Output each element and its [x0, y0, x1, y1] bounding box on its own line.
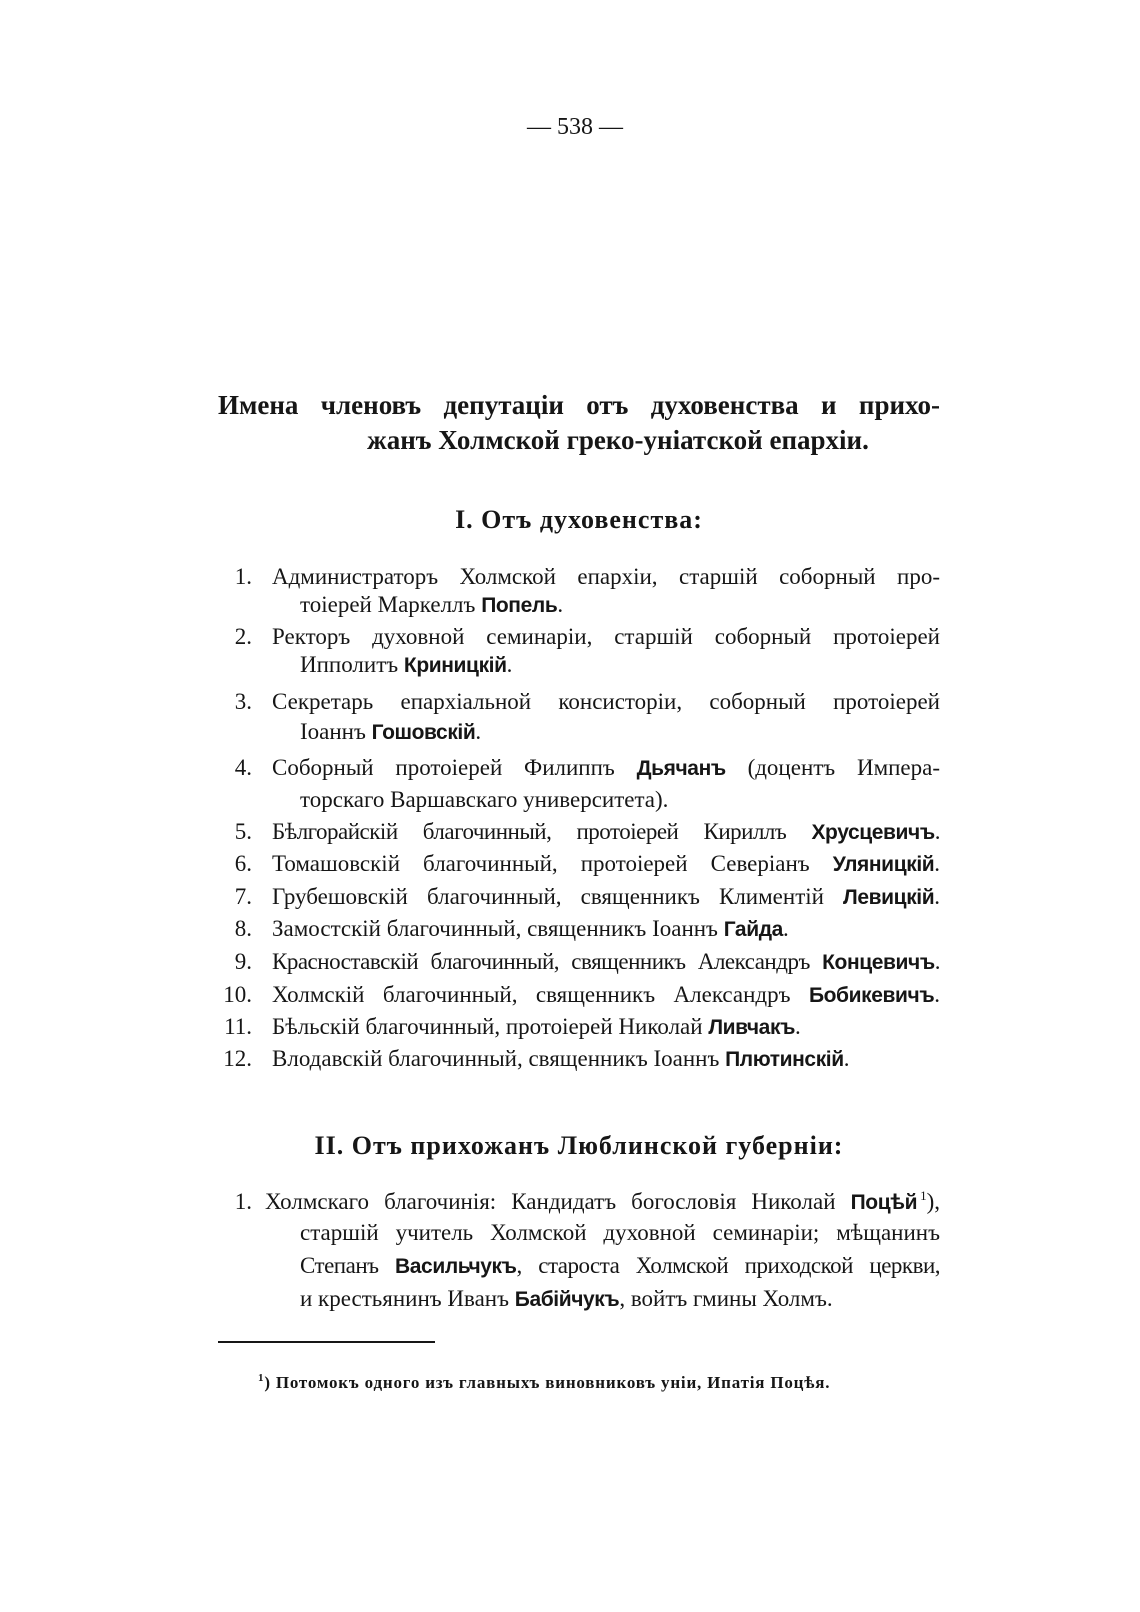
- person-name: Дьячанъ: [636, 757, 726, 780]
- person-name: Уляницкій: [832, 853, 935, 876]
- item-number: 1.: [234, 1189, 252, 1214]
- item-text: Іоаннъ: [300, 719, 366, 744]
- item-5-line: [272, 817, 940, 848]
- person-name: Попель: [481, 594, 558, 617]
- person-name: Гошовскій: [371, 721, 476, 744]
- item-number: 12.: [223, 1046, 252, 1071]
- person-name: Бобикевичъ: [808, 984, 935, 1007]
- footnote-mark: 1: [258, 1372, 265, 1384]
- page-number: — 538 —: [527, 114, 623, 140]
- parish-item-line-2: старшій учитель Холмской духовной семинаріи; мѣщанинъ: [300, 1220, 940, 1245]
- item-punct: .: [934, 884, 940, 909]
- item-punct: .: [782, 916, 789, 941]
- item-text: Холмскій благочинный, священникъ Александръ: [272, 982, 791, 1007]
- parish-item-line-1: [265, 1187, 940, 1218]
- item-punct: .: [934, 851, 941, 876]
- item-12-line: [272, 1044, 850, 1075]
- item-text: Красноставскій благочинный, священникъ Александръ: [272, 949, 810, 974]
- item-text: Грубешовскій благочинный, священникъ Климентій: [272, 884, 824, 909]
- item-text: Соборный протоіерей Филиппъ: [272, 755, 615, 780]
- item-1-line-2: [300, 590, 563, 621]
- item-number: 7.: [234, 884, 252, 909]
- item-number: 6.: [234, 851, 252, 876]
- person-name: Бабійчукъ: [514, 1288, 620, 1311]
- item-punct: .: [843, 1046, 850, 1071]
- item-2-line-1: Ректоръ духовной семинаріи, старшій соборный протоіерей: [272, 624, 940, 649]
- item-text: , староста Холмской приходской церкви,: [516, 1253, 941, 1278]
- item-10-line: [272, 980, 940, 1011]
- item-3-line-2: [300, 717, 481, 748]
- item-11-line: [272, 1012, 801, 1043]
- item-text: Бѣлгорайскій благочинный, протоіерей Кириллъ: [272, 819, 787, 844]
- parish-item-line-4: [300, 1284, 833, 1315]
- item-number: 2.: [234, 624, 252, 649]
- footnote: [258, 1370, 830, 1396]
- item-7-line: [272, 882, 940, 913]
- item-number: 5.: [234, 819, 252, 844]
- item-text: Холмскаго благочинія: Кандидатъ богословія Николай: [265, 1189, 836, 1214]
- item-text: Замостскій благочинный, священникъ Іоаннъ: [272, 916, 718, 941]
- item-text: (доцентъ Импера-: [747, 755, 941, 780]
- footnote-text: ) Потомокъ одного изъ главныхъ виновниковъ уніи, Ипатія Поцѣя.: [264, 1373, 831, 1392]
- item-number: 1.: [234, 564, 252, 589]
- footnote-reference: 1: [920, 1188, 927, 1203]
- person-name: Криницкій: [403, 654, 507, 677]
- person-name: Концевичъ: [822, 951, 935, 974]
- item-4-line-1: [272, 753, 940, 784]
- item-punct: .: [934, 819, 940, 844]
- person-name: Плютинскій: [725, 1048, 844, 1071]
- item-text: , войтъ гмины Холмъ.: [619, 1286, 833, 1311]
- item-number: 9.: [234, 949, 252, 974]
- title-line-1: Имена членовъ депутаціи отъ духовенства и прихо-: [218, 390, 940, 420]
- person-name: Васильчукъ: [395, 1255, 517, 1278]
- item-9-line: [272, 947, 940, 978]
- item-number: 10.: [223, 982, 252, 1007]
- parish-item-line-3: [300, 1251, 940, 1282]
- item-6-line: [272, 849, 940, 880]
- item-text: Томашовскій благочинный, протоіерей Северіанъ: [272, 851, 810, 876]
- item-punct: ),: [926, 1189, 940, 1214]
- item-punct: .: [475, 719, 482, 744]
- title-line-2: жанъ Холмской греко-уніатской епархіи.: [367, 425, 869, 455]
- item-punct: .: [557, 592, 564, 617]
- item-punct: .: [506, 652, 513, 677]
- item-punct: .: [794, 1014, 801, 1039]
- person-name: Ливчакъ: [708, 1016, 795, 1039]
- item-text: и крестьянинъ Иванъ: [300, 1286, 509, 1311]
- item-text: Ипполитъ: [300, 652, 399, 677]
- item-text: Степанъ: [300, 1253, 379, 1278]
- person-name: Хрусцевичъ: [811, 821, 935, 844]
- item-8-line: [272, 914, 789, 945]
- item-punct: .: [934, 949, 940, 974]
- item-number: 3.: [234, 689, 252, 714]
- item-text: Бѣльскій благочинный, протоіерей Николай: [272, 1014, 703, 1039]
- section-1-heading: I. Отъ духовенства:: [455, 505, 703, 534]
- item-3-line-1: Секретарь епархіальной консисторіи, соборный протоіерей: [272, 689, 940, 714]
- item-number: 8.: [234, 916, 252, 941]
- item-2-line-2: [300, 650, 512, 681]
- person-name: Левицкій: [843, 886, 935, 909]
- person-name: Гайда: [723, 918, 783, 941]
- person-name: Поцѣй: [850, 1191, 918, 1214]
- item-punct: .: [934, 982, 940, 1007]
- item-number: 11.: [224, 1014, 252, 1039]
- footnote-separator: [218, 1341, 435, 1343]
- item-4-line-2: торскаго Варшавскаго университета).: [300, 787, 669, 812]
- section-2-heading: II. Отъ прихожанъ Люблинской губерніи:: [314, 1131, 844, 1160]
- item-text: тоіерей Маркеллъ: [300, 592, 476, 617]
- item-1-line-1: Администраторъ Холмской епархіи, старшій соборный про-: [272, 564, 940, 589]
- item-text: Влодавскій благочинный, священникъ Іоаннъ: [272, 1046, 720, 1071]
- item-number: 4.: [234, 755, 252, 780]
